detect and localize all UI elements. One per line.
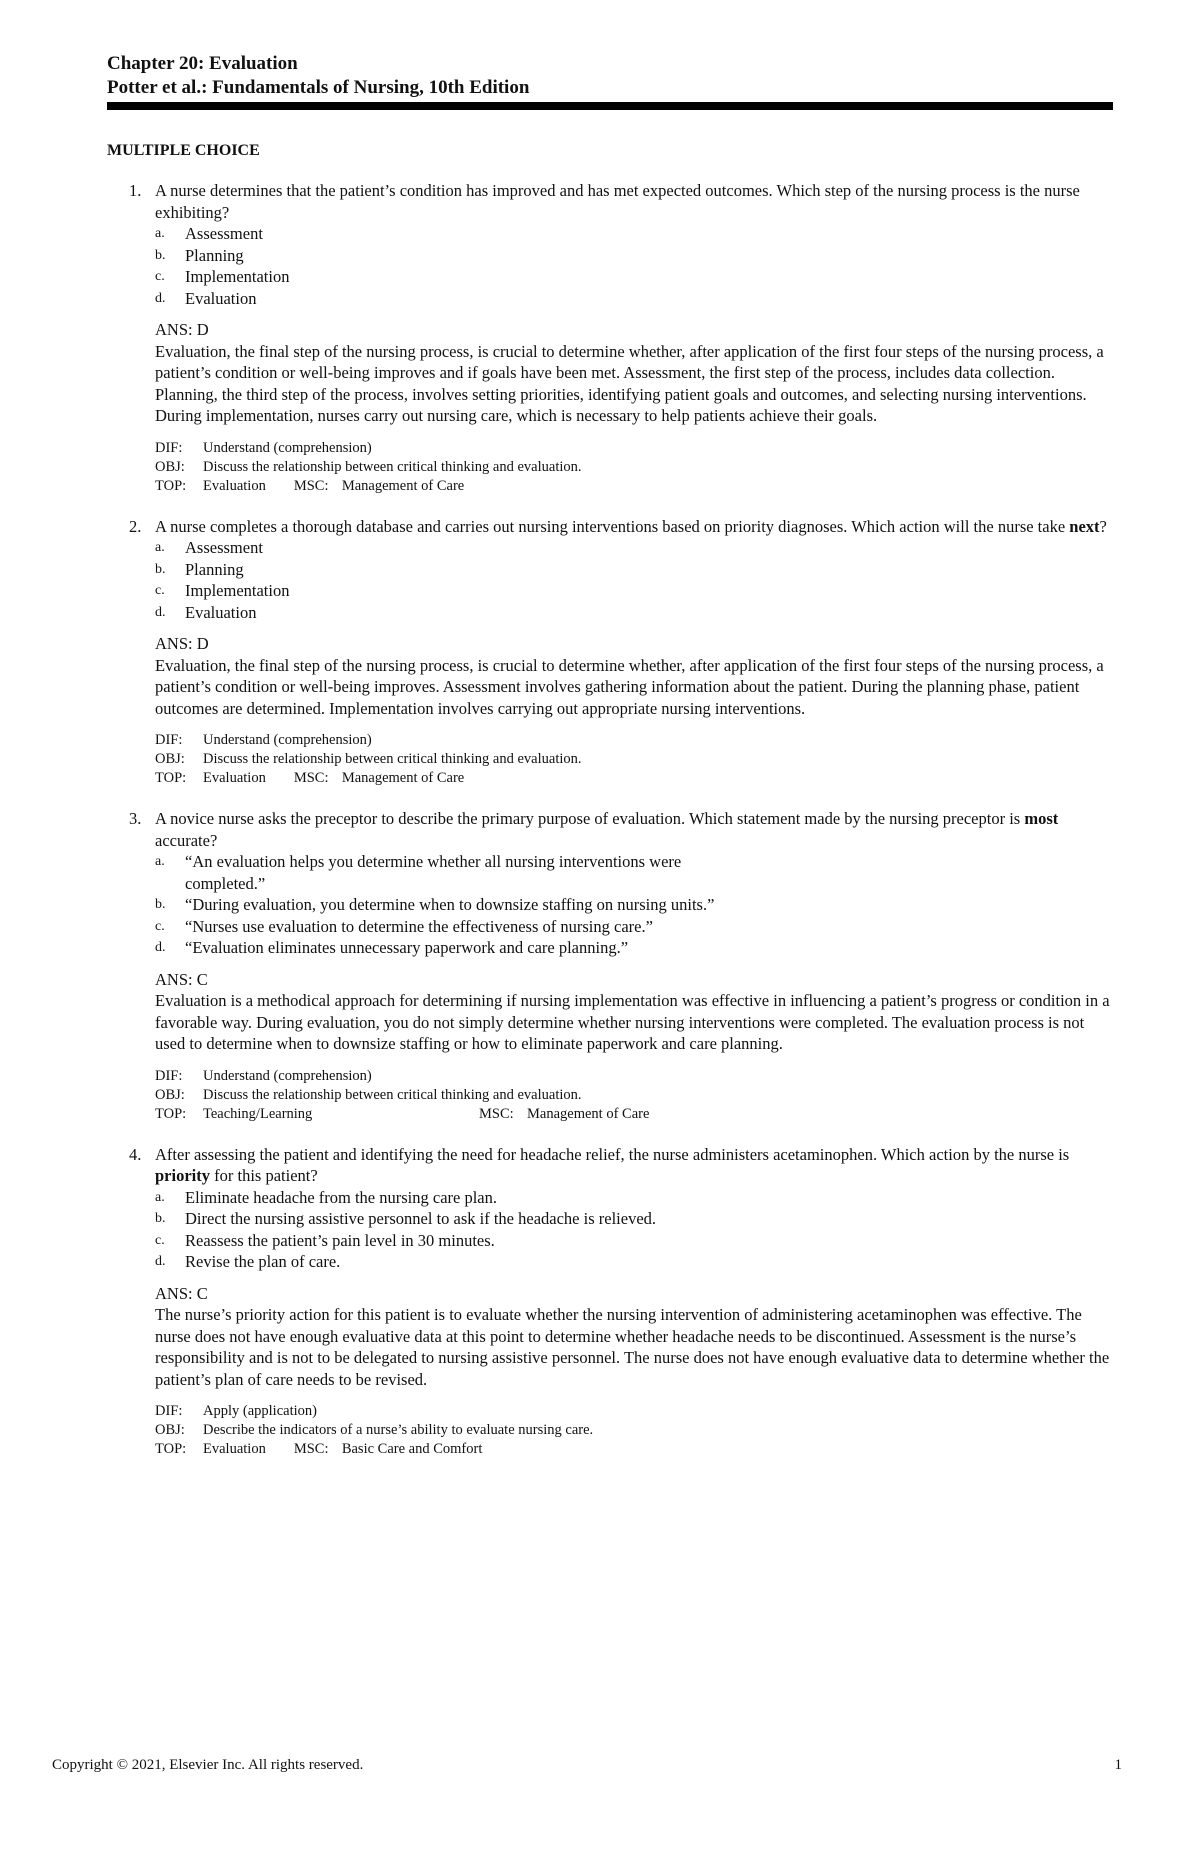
msc-value: Management of Care: [527, 1105, 650, 1122]
choice-a: a. Assessment: [155, 224, 263, 243]
choice-b: b. “During evaluation, you determine when to downsize staffing on nursing units.”: [155, 895, 715, 914]
question-stem: A nurse completes a thorough database and carries out nursing interventions based on priority diagnoses. Which action will the nurse take next?: [155, 516, 1107, 536]
section-title: MULTIPLE CHOICE: [107, 142, 260, 159]
question-stem: After assessing the patient and identifying the need for headache relief, the nurse administers acetaminophen. Which action by the nurse is priority for this patient?: [155, 1144, 1070, 1185]
top-value: Evaluation: [203, 770, 266, 786]
rationale: Evaluation, the final step of the nursing process, is crucial to determine whether, after application of the first four steps of the nursing process, a patient’s condition or well-being improves. Assessment involves gathering information about the patient. During the planning phase, patient outcomes are determined. Implementation involves carrying out appropriate nursing interventions.: [155, 655, 1104, 718]
rationale: The nurse’s priority action for this patient is to evaluate whether the nursing intervention of administering acetaminophen was effective. The nurse does not have enough evaluative data at this point to determine whether headache needs to be discontinued. Assessment is the nurse’s responsibility and is not to be delegated to nursing assistive personnel. The nurse does not have enough evaluative data to determine whether the patient’s plan of care needs to be revised.: [155, 1305, 1110, 1389]
dif-value: Understand (comprehension): [203, 1067, 372, 1084]
answer-choices: [155, 1187, 1113, 1273]
question-2: [107, 516, 1113, 789]
choice-b: b. Planning: [155, 559, 244, 579]
choice-c: c. Implementation: [155, 581, 290, 600]
obj-value: Discuss the relationship between critical thinking and evaluation.: [203, 458, 582, 475]
dif-value: Apply (application): [203, 1403, 317, 1419]
obj-value: Describe the indicators of a nurse’s ability to evaluate nursing care.: [203, 1422, 594, 1438]
choice-b: b. Direct the nursing assistive personnel to ask if the headache is relieved.: [155, 1209, 657, 1228]
choice-d: d. “Evaluation eliminates unnecessary paperwork and care planning.”: [155, 938, 629, 957]
top-value: Evaluation: [203, 1441, 266, 1457]
question-3: [107, 808, 1113, 1124]
dif-value: Understand (comprehension): [203, 439, 372, 456]
answer-key: ANS: D: [155, 320, 209, 339]
choice-c: c. Implementation: [155, 267, 290, 286]
question-list: [107, 180, 1113, 1479]
question-meta: DIF: Understand (comprehension) OBJ: Discuss the relationship between critical thinking and evaluation. TOP: Evaluation MSC: Management of Care: [155, 439, 582, 494]
question-stem: A novice nurse asks the preceptor to describe the primary purpose of evaluation. Which statement made by the nursing preceptor is most accurate?: [155, 809, 1059, 850]
book-title: Potter et al.: Fundamentals of Nursing, 10th Edition: [107, 77, 530, 98]
question-stem: A nurse determines that the patient’s condition has improved and has met expected outcomes. Which step of the nursing process is the nurse exhibiting?: [155, 181, 1080, 222]
chapter-title: Chapter 20: Evaluation: [107, 53, 298, 74]
obj-value: Discuss the relationship between critical thinking and evaluation.: [203, 1086, 582, 1103]
question-number: 2.: [129, 516, 142, 536]
choice-b: b. Planning: [155, 245, 244, 265]
answer-choices: [155, 537, 1113, 623]
choice-a: a. Assessment: [155, 538, 263, 557]
msc-value: Management of Care: [341, 477, 465, 494]
question-meta: DIF: Apply (application) OBJ: Describe the indicators of a nurse’s ability to evaluate nursing care. TOP: Evaluation MSC: Basic Care and Comfort: [155, 1403, 594, 1457]
question-meta: DIF: Understand (comprehension) OBJ: Discuss the relationship between critical thinking and evaluation. TOP: Evaluation MSC: Management of Care: [155, 732, 582, 786]
rationale: Evaluation is a methodical approach for determining if nursing implementation was effective in influencing a patient’s progress or condition in a favorable way. During evaluation, you do not simply determine whether nursing interventions were completed. The evaluation process is not used to determine when to downsize staffing or how to eliminate paperwork and care planning.: [155, 991, 1110, 1053]
choice-a: a. Eliminate headache from the nursing care plan.: [155, 1187, 497, 1207]
choice-d: d. Evaluation: [155, 602, 257, 622]
msc-value: Management of Care: [341, 770, 465, 786]
answer-choices: [155, 223, 1113, 309]
top-value: Evaluation: [203, 477, 266, 494]
question-number: 4.: [129, 1144, 142, 1164]
choice-d: d. Revise the plan of care.: [155, 1252, 341, 1271]
question-number: 1.: [129, 181, 142, 200]
page-header: [107, 52, 1113, 110]
answer-choices: [155, 851, 1113, 959]
choice-d: d. Evaluation: [155, 288, 257, 308]
question-meta: DIF: Understand (comprehension) OBJ: Discuss the relationship between critical thinking and evaluation. TOP: Teaching/Learning MSC: Management of Care: [155, 1067, 650, 1122]
answer-key: ANS: C: [155, 969, 208, 989]
choice-a: a. “An evaluation helps you determine whether all nursing interventions were completed.”: [155, 852, 682, 893]
dif-value: Understand (comprehension): [203, 732, 372, 748]
answer-key: ANS: C: [155, 1283, 208, 1303]
obj-value: Discuss the relationship between critical thinking and evaluation.: [203, 751, 582, 767]
rationale: Evaluation, the final step of the nursing process, is crucial to determine whether, after application of the first four steps of the nursing process, a patient’s condition or well-being improves and if goals have been met. Assessment, the first step of the process, includes data collection. Planning, the third step of the process, involves setting priorities, identifying patient goals and outcomes, and selecting nursing interventions. During implementation, nurses carry out nursing care, which is necessary to help patients achieve their goals.: [155, 341, 1104, 425]
top-value: Teaching/Learning: [203, 1105, 313, 1122]
choice-c: c. “Nurses use evaluation to determine the effectiveness of nursing care.”: [155, 916, 653, 936]
msc-value: Basic Care and Comfort: [341, 1441, 483, 1457]
page-number: 1: [1114, 1757, 1122, 1773]
header-rule: [107, 102, 1113, 110]
copyright-notice: Copyright © 2021, Elsevier Inc. All rights reserved.: [52, 1757, 364, 1773]
choice-c: c. Reassess the patient’s pain level in 30 minutes.: [155, 1230, 495, 1250]
question-number: 3.: [129, 809, 142, 828]
page-footer: [52, 1757, 1122, 1774]
question-4: [107, 1144, 1113, 1460]
question-1: [107, 180, 1113, 496]
answer-key: ANS: D: [155, 634, 209, 653]
